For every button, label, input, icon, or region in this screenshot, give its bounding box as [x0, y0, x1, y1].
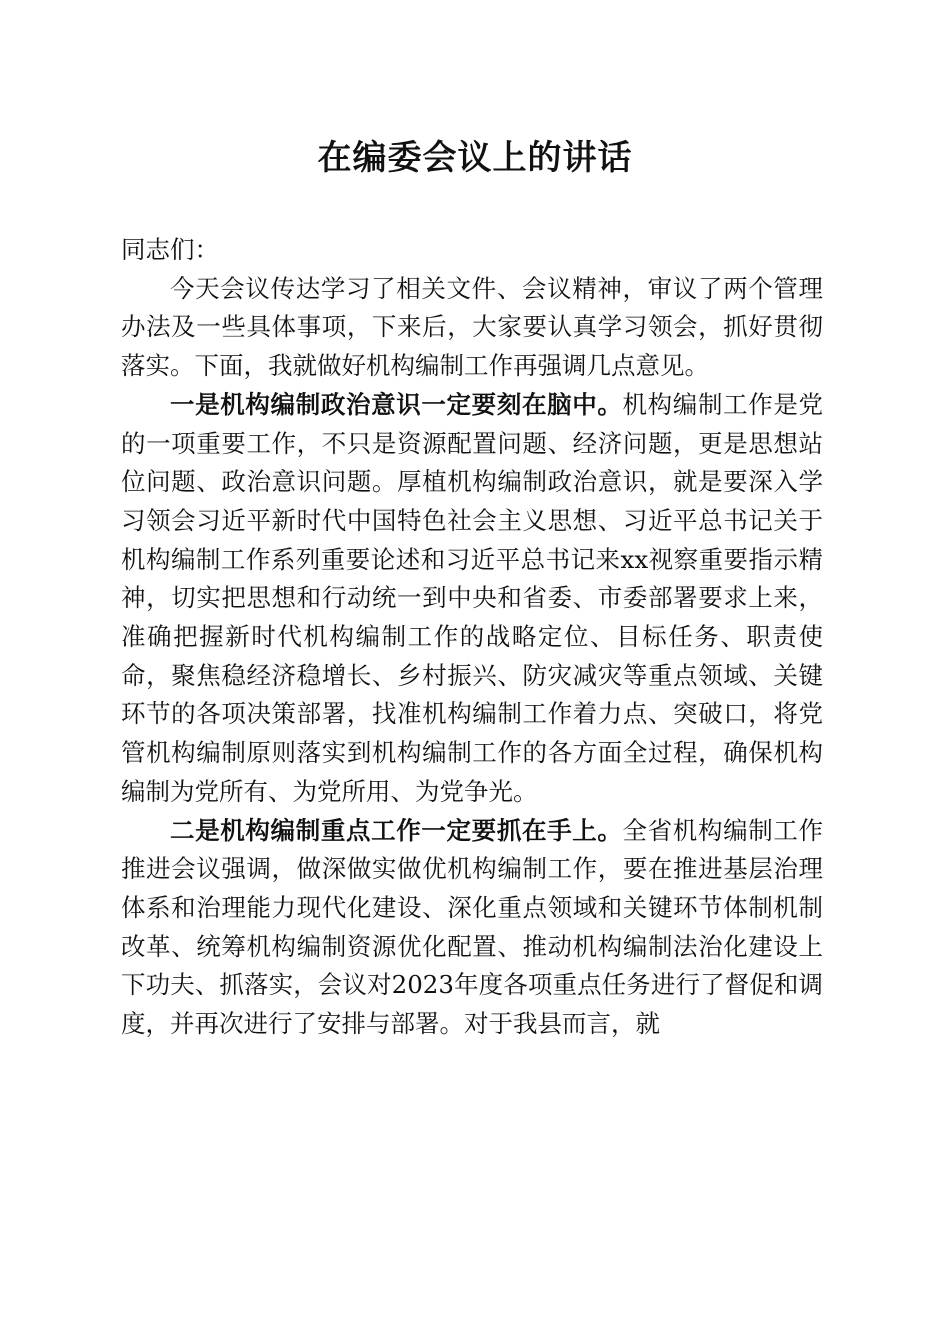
- paragraph-heading: 二是机构编制重点工作一定要抓在手上。: [170, 815, 623, 845]
- paragraph-intro: [121, 270, 823, 386]
- paragraph-text: 机构编制工作是党的一项重要工作，不只是资源配置问题、经济问题，更是思想站位问题、政治意识问题。厚植机构编制政治意识，就是要深入学习领会习近平新时代中国特色社会主义思想、习近平总书记关于机构编制工作系列重要论述和习近平总书记来xx视察重要指示精神，切实把思想和行动统一到中央和省委、市委部署要求上来，准确把握新时代机构编制工作的战略定位、目标任务、职责使命，聚焦稳经济稳增长、乡村振兴、防灾减灾等重点领域、关键环节的各项决策部署，找准机构编制工作着力点、突破口，将党管机构编制原则落实到机构编制工作的各方面全过程，确保机构编制为党所有、为党所用、为党争光。: [121, 389, 824, 806]
- document-title: 在编委会议上的讲话: [317, 138, 633, 178]
- paragraph-heading: 一是机构编制政治意识一定要刻在脑中。: [170, 389, 623, 419]
- greeting: 同志们：: [121, 235, 219, 264]
- document-body: [121, 231, 823, 1044]
- paragraph-point-two: [121, 812, 823, 1044]
- paragraph-point-one: [121, 386, 823, 812]
- paragraph-text: 今天会议传达学习了相关文件、会议精神，审议了两个管理办法及一些具体事项，下来后，大家要认真学习领会，抓好贯彻落实。下面，我就做好机构编制工作再强调几点意见。: [121, 273, 823, 381]
- paragraph-text: 全省机构编制工作推进会议强调，做深做实做优机构编制工作，要在推进基层治理体系和治理能力现代化建设、深化重点领域和关键环节体制机制改革、统筹机构编制资源优化配置、推动机构编制法治化建设上下功夫、抓落实，会议对2023年度各项重点任务进行了督促和调度，并再次进行了安排与部署。对于我县而言，就: [121, 815, 824, 1039]
